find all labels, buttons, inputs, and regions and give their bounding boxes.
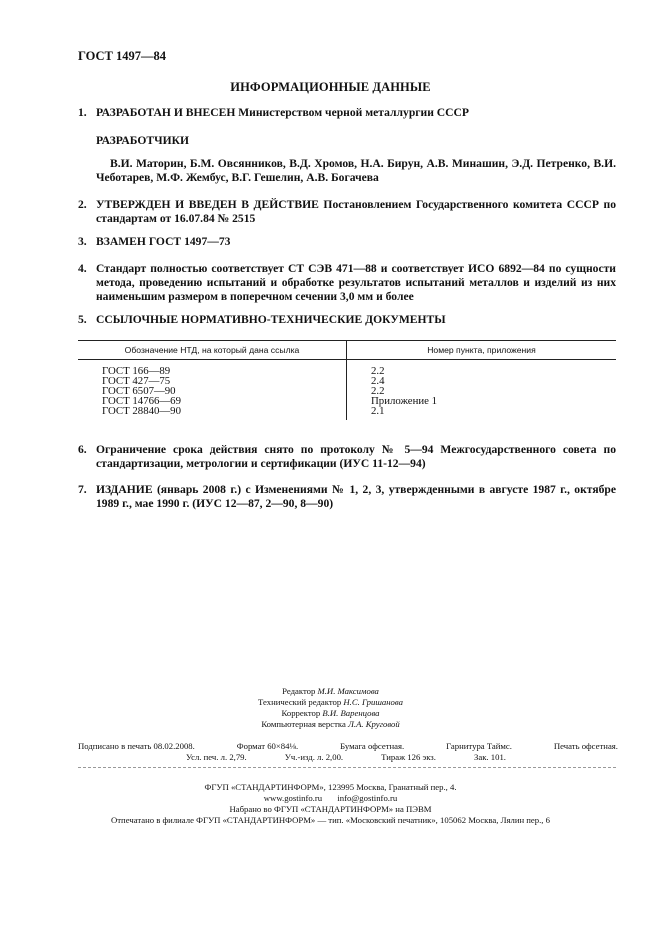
item-1-number: 1. — [78, 106, 87, 119]
table-row — [78, 360, 616, 377]
item-3-number: 3. — [78, 235, 87, 248]
table-cell-document: ГОСТ 14766—69 — [78, 396, 347, 406]
printed-note: Отпечатано в филиале ФГУП «СТАНДАРТИНФОРМ» — тип. «Московский печатник», 105062 Москва, Лялин пер., 6 — [110, 815, 550, 825]
item-6-number: 6. — [78, 443, 87, 456]
item-1-text: Министерством черной металлургии СССР — [235, 106, 469, 119]
print-type: Печать офсетная. — [553, 741, 618, 751]
table-cell-document: ГОСТ 28840—90 — [78, 406, 347, 420]
item-5-number: 5. — [78, 313, 87, 326]
standard-code: ГОСТ 1497—84 — [78, 49, 167, 63]
paper: Бумага офсетная. — [340, 741, 405, 751]
credit-editor-label: Редактор — [282, 686, 316, 696]
publishing-row-1 — [78, 741, 618, 752]
typeset-note: Набрано во ФГУП «СТАНДАРТИНФОРМ» на ПЭВМ — [229, 804, 432, 814]
item-4-number: 4. — [78, 262, 87, 275]
item-1 — [78, 106, 616, 120]
item-7 — [78, 483, 616, 511]
item-3 — [78, 235, 616, 249]
credit-tech-editor — [0, 697, 661, 708]
item-2 — [78, 198, 616, 226]
publisher-contacts — [0, 793, 661, 804]
signed-date: Подписано в печать 08.02.2008. — [78, 741, 195, 751]
item-7-text: (январь 2008 г.) с Изменениями № 1, 2, 3, утвержденными в августе 1987 г., октябре 1989 г., мае 1990 г. (ИУС 12—87, 2—90, 8—90) — [96, 483, 616, 510]
item-6-text: Ограничение срока действия снято по протоколу № 5—94 Межгосударственного совета по стандартизации, метрологии и сертификации (ИУС 11-12—94) — [96, 443, 616, 470]
developers-list: В.И. Маторин, Б.М. Овсянников, В.Д. Хромов, Н.А. Бирун, А.В. Минашин, Э.Д. Петренко, В.И. Чеботарев, М.Ф. Жембус, В.Г. Гешелин, А.В. Богачева — [96, 157, 616, 184]
item-2-text: Постановлением Государственного комитета СССР по стандартам от 16.07.84 № 2515 — [96, 198, 616, 225]
item-6 — [78, 443, 616, 471]
table-cell-clause: Приложение 1 — [371, 395, 438, 407]
table-cell-document: ГОСТ 6507—90 — [78, 386, 347, 396]
publishing-row-2 — [186, 752, 506, 763]
item-4-text: Стандарт полностью соответствует СТ СЭВ 471—88 и соответствует ИСО 6892—84 по сущности метода, проведению испытаний и обработке результатов испытаний металлов и изделий из них наименьшим размером в поперечном сечении 3,0 мм и более — [96, 262, 616, 303]
developers-heading: РАЗРАБОТЧИКИ — [96, 134, 190, 147]
credit-proofreader-name: В.И. Варенцова — [322, 708, 380, 718]
table-header-clause: Номер пункта, приложения — [347, 341, 617, 360]
item-4 — [78, 262, 616, 304]
item-3-text: ВЗАМЕН ГОСТ 1497—73 — [96, 235, 231, 248]
printed-sheets: Усл. печ. л. 2,79. — [186, 752, 247, 762]
reference-table — [78, 340, 616, 420]
item-5 — [78, 313, 616, 327]
credit-editor-name: М.И. Максимова — [317, 686, 379, 696]
publisher-address: ФГУП «СТАНДАРТИНФОРМ», 123995 Москва, Гранатный пер., 4. — [204, 782, 457, 792]
format: Формат 60×84⅛. — [236, 741, 299, 751]
credit-editor — [0, 686, 661, 697]
credit-layout — [0, 719, 661, 730]
credit-layout-label: Компьютерная верстка — [261, 719, 346, 729]
credit-tech-editor-label: Технический редактор — [258, 697, 342, 707]
item-1-lead: РАЗРАБОТАН И ВНЕСЕН — [96, 106, 236, 119]
order-number: Зак. 101. — [473, 752, 506, 762]
credit-proofreader-label: Корректор — [281, 708, 321, 718]
edition-sheets: Уч.-изд. л. 2,00. — [284, 752, 344, 762]
credit-layout-name: Л.А. Круговой — [348, 719, 400, 729]
table-cell-document: ГОСТ 166—89 — [78, 360, 347, 377]
table-row — [78, 406, 616, 420]
item-7-lead: ИЗДАНИЕ — [96, 483, 153, 496]
publisher-email: info@gostinfo.ru — [337, 793, 398, 803]
item-5-text: ССЫЛОЧНЫЕ НОРМАТИВНО-ТЕХНИЧЕСКИЕ ДОКУМЕНТЫ — [96, 313, 446, 326]
divider — [78, 767, 616, 768]
credit-tech-editor-name: Н.С. Гришанова — [343, 697, 403, 707]
typeface: Гарнитура Таймс. — [446, 741, 512, 751]
table-cell-clause: 2.1 — [371, 405, 385, 417]
section-title: ИНФОРМАЦИОННЫЕ ДАННЫЕ — [230, 80, 431, 94]
item-2-lead: УТВЕРЖДЕН И ВВЕДЕН В ДЕЙСТВИЕ — [96, 198, 319, 211]
publisher-website: www.gostinfo.ru — [263, 793, 323, 803]
table-cell-clause: 2.2 — [371, 385, 385, 397]
item-7-number: 7. — [78, 483, 87, 496]
item-2-number: 2. — [78, 198, 87, 211]
table-cell-document: ГОСТ 427—75 — [78, 376, 347, 386]
table-cell-clause: 2.2 — [371, 365, 385, 377]
print-run: Тираж 126 экз. — [381, 752, 436, 762]
credit-proofreader — [0, 708, 661, 719]
table-cell-clause: 2.4 — [371, 375, 385, 387]
table-header-row — [78, 341, 616, 360]
table-header-document: Обозначение НТД, на который дана ссылка — [78, 341, 347, 360]
